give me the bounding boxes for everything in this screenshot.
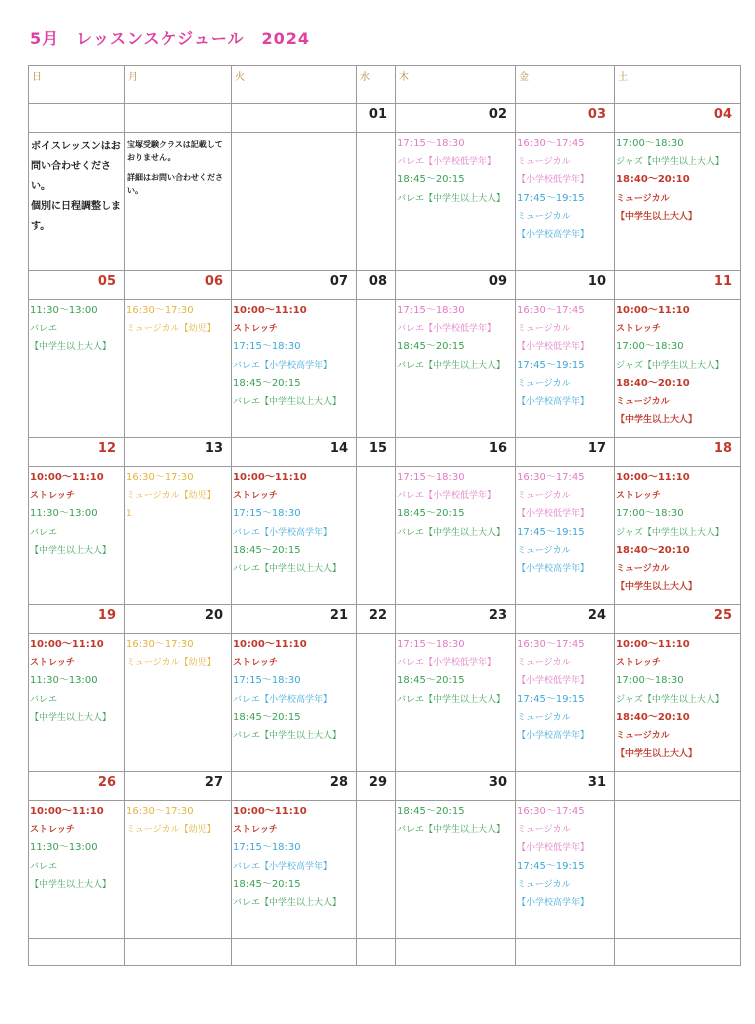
class-label: 【中学生以上大人】 [30, 342, 112, 353]
note-line: 詳細はお問い合わせください。 [127, 173, 223, 195]
class-label: ミュージカル【幼児】 [126, 324, 216, 335]
class-label: 【小学校高学年】 [517, 898, 590, 909]
schedule-cell-sun [29, 801, 125, 939]
class-time: 17:00〜18:30 [616, 138, 684, 149]
date-cell-mon [125, 271, 232, 300]
class-time: 17:15〜18:30 [233, 675, 301, 687]
class-label: 【中学生以上大人】 [616, 415, 698, 426]
date-cell-fri [516, 104, 615, 133]
class-label: 【小学校低学年】 [517, 175, 590, 186]
date-cell-sat [615, 772, 741, 801]
date-cell-wed [357, 605, 396, 634]
class-time: 16:30〜17:45 [517, 305, 585, 316]
schedule-cell-tue [232, 634, 357, 772]
class-time: 10:00〜11:10 [233, 806, 307, 817]
class-time: 18:45〜20:15 [233, 878, 301, 890]
date-cell-sat [615, 104, 741, 133]
schedule-cell-sun [29, 300, 125, 438]
date-cell-mon [125, 605, 232, 634]
schedule-cell-thu [396, 801, 516, 939]
class-label: 【中学生以上大人】 [616, 582, 698, 593]
weekday-mon: 月 [125, 66, 232, 104]
class-time: 10:00〜11:10 [233, 305, 307, 316]
class-label: 1 [126, 509, 132, 520]
date-number: 14 [329, 441, 348, 456]
class-time: 16:30〜17:30 [126, 806, 194, 817]
weekday-sat: 土 [615, 66, 741, 104]
week-5-date-row [29, 772, 741, 801]
date-cell-tue [232, 772, 357, 801]
weekday-thu: 木 [396, 66, 516, 104]
class-time: 18:45〜20:15 [233, 711, 301, 723]
class-time: 17:00〜18:30 [616, 508, 684, 520]
class-label: バレエ【小学校低学年】 [397, 491, 497, 502]
schedule-cell-mon [125, 133, 232, 271]
class-time: 17:45〜19:15 [517, 359, 585, 371]
date-number: 15 [368, 441, 387, 456]
date-cell-thu [396, 271, 516, 300]
class-time: 16:30〜17:30 [126, 305, 194, 316]
class-time: 18:45〜20:15 [233, 377, 301, 389]
calendar-table [28, 65, 741, 966]
class-time: 11:30〜13:00 [30, 675, 98, 687]
note-line: ボイスレッスンはお問い合わせください。 [31, 141, 121, 192]
date-number: 20 [204, 608, 223, 623]
class-label: バレエ【小学校高学年】 [233, 527, 333, 538]
class-time: 18:40〜20:10 [616, 544, 690, 556]
schedule-cell-fri [516, 634, 615, 772]
date-cell-sun [29, 772, 125, 801]
date-cell-fri [516, 772, 615, 801]
date-cell-mon [125, 772, 232, 801]
class-label: ジャズ【中学生以上大人】 [616, 157, 724, 168]
date-cell-fri [516, 271, 615, 300]
schedule-cell-tue [232, 801, 357, 939]
class-time: 11:30〜13:00 [30, 842, 98, 854]
class-time: 17:15〜18:30 [397, 305, 465, 316]
schedule-cell-sun [29, 467, 125, 605]
class-label: ミュージカル【幼児】 [126, 658, 216, 669]
class-time: 10:00〜11:10 [30, 472, 104, 483]
date-number: 12 [97, 441, 116, 456]
week-3-date-row [29, 438, 741, 467]
class-label: バレエ【中学生以上大人】 [397, 694, 506, 705]
class-time: 11:30〜13:00 [30, 305, 98, 316]
class-label: ジャズ【中学生以上大人】 [616, 360, 724, 371]
schedule-cell-wed [357, 300, 396, 438]
class-label: ミュージカル [517, 211, 571, 222]
class-label: ストレッチ [616, 324, 661, 335]
blank-cell [357, 939, 396, 966]
class-label: ミュージカル [517, 879, 571, 890]
class-label: ミュージカル [517, 658, 571, 669]
class-time: 17:45〜19:15 [517, 192, 585, 204]
schedule-cell-fri [516, 801, 615, 939]
class-label: 【小学校低学年】 [517, 342, 590, 353]
date-cell-thu [396, 438, 516, 467]
schedule-cell-wed [357, 467, 396, 605]
class-label: バレエ【小学校高学年】 [233, 360, 333, 371]
class-label: バレエ【中学生以上大人】 [233, 731, 342, 742]
class-time: 16:30〜17:45 [517, 472, 585, 483]
blank-cell [396, 939, 516, 966]
week-4-date-row [29, 605, 741, 634]
date-cell-mon [125, 104, 232, 133]
class-time: 17:00〜18:30 [616, 675, 684, 687]
schedule-cell-thu [396, 300, 516, 438]
schedule-cell-sat [615, 300, 741, 438]
class-time: 11:30〜13:00 [30, 508, 98, 520]
schedule-cell-mon [125, 467, 232, 605]
date-number: 21 [329, 608, 348, 623]
date-cell-sat [615, 438, 741, 467]
weekday-sun: 日 [29, 66, 125, 104]
date-number: 11 [713, 274, 732, 289]
class-label: バレエ【中学生以上大人】 [397, 527, 506, 538]
date-number: 31 [587, 775, 606, 790]
date-cell-tue [232, 104, 357, 133]
class-label: バレエ【中学生以上大人】 [233, 898, 342, 909]
class-time: 10:00〜11:10 [233, 472, 307, 483]
schedule-cell-mon [125, 801, 232, 939]
schedule-cell-mon [125, 634, 232, 772]
class-label: 【中学生以上大人】 [616, 749, 698, 760]
class-time: 17:15〜18:30 [233, 341, 301, 353]
class-time: 10:00〜11:10 [30, 806, 104, 817]
class-label: 【中学生以上大人】 [616, 211, 698, 222]
date-number: 06 [204, 274, 223, 289]
class-time: 17:00〜18:30 [616, 341, 684, 353]
class-time: 17:45〜19:15 [517, 526, 585, 538]
class-time: 18:45〜20:15 [397, 508, 465, 520]
date-number: 18 [713, 441, 732, 456]
date-cell-fri [516, 605, 615, 634]
date-cell-wed [357, 438, 396, 467]
class-label: バレエ【小学校高学年】 [233, 861, 333, 872]
weekday-tue: 火 [232, 66, 357, 104]
class-time: 18:40〜20:10 [616, 711, 690, 723]
class-time: 16:30〜17:45 [517, 806, 585, 817]
class-time: 17:15〜18:30 [397, 138, 465, 149]
date-number: 09 [488, 274, 507, 289]
date-cell-wed [357, 271, 396, 300]
blank-cell [29, 939, 125, 966]
class-label: ミュージカル [517, 157, 571, 168]
date-number: 08 [368, 274, 387, 289]
class-label: 【小学校高学年】 [517, 564, 590, 575]
class-time: 18:45〜20:15 [397, 174, 465, 186]
date-number: 19 [97, 608, 116, 623]
date-number: 29 [368, 775, 387, 790]
date-number: 28 [329, 775, 348, 790]
class-label: ストレッチ [233, 825, 278, 836]
week-1-schedule-row [29, 133, 741, 271]
date-number: 16 [488, 441, 507, 456]
class-label: ミュージカル [616, 731, 670, 742]
class-label: ミュージカル【幼児】 [126, 825, 216, 836]
schedule-cell-tue [232, 133, 357, 271]
schedule-cell-thu [396, 467, 516, 605]
date-number: 10 [587, 274, 606, 289]
week-2-schedule-row [29, 300, 741, 438]
class-time: 17:45〜19:15 [517, 693, 585, 705]
class-label: ミュージカル [517, 324, 571, 335]
note-line: 宝塚受験クラスは記載しておりません。 [127, 140, 223, 162]
class-label: ストレッチ [233, 491, 278, 502]
class-label: バレエ【小学校高学年】 [233, 694, 333, 705]
date-cell-sun [29, 271, 125, 300]
week-2-date-row [29, 271, 741, 300]
class-label: ミュージカル [517, 825, 571, 836]
date-number: 26 [97, 775, 116, 790]
page-title: 5月 レッスンスケジュール 2024 [30, 29, 311, 48]
schedule-cell-mon [125, 300, 232, 438]
schedule-cell-fri [516, 300, 615, 438]
class-label: 【中学生以上大人】 [30, 712, 112, 723]
class-label: ジャズ【中学生以上大人】 [616, 694, 724, 705]
schedule-cell-thu [396, 634, 516, 772]
date-cell-sun [29, 104, 125, 133]
date-number: 27 [204, 775, 223, 790]
class-label: バレエ【中学生以上大人】 [397, 825, 506, 836]
class-label: バレエ [30, 324, 58, 335]
class-label: バレエ【中学生以上大人】 [233, 397, 342, 408]
class-time: 16:30〜17:30 [126, 472, 194, 483]
class-time: 17:15〜18:30 [233, 842, 301, 854]
weekday-header-row [29, 66, 741, 104]
schedule-cell-tue [232, 300, 357, 438]
date-cell-tue [232, 438, 357, 467]
class-time: 18:45〜20:15 [397, 806, 465, 817]
schedule-cell-tue [232, 467, 357, 605]
date-number: 13 [204, 441, 223, 456]
date-cell-sun [29, 605, 125, 634]
class-time: 10:00〜11:10 [233, 639, 307, 650]
class-label: 【小学校低学年】 [517, 676, 590, 687]
class-time: 18:45〜20:15 [397, 341, 465, 353]
class-label: ジャズ【中学生以上大人】 [616, 527, 724, 538]
schedule-cell-sat [615, 801, 741, 939]
class-label: 【小学校低学年】 [517, 843, 590, 854]
date-number: 22 [368, 608, 387, 623]
date-number: 17 [587, 441, 606, 456]
class-label: バレエ【小学校低学年】 [397, 157, 497, 168]
weekday-wed: 水 [357, 66, 396, 104]
blank-cell [232, 939, 357, 966]
class-label: ミュージカル [616, 397, 670, 408]
date-cell-sun [29, 438, 125, 467]
class-time: 10:00〜11:10 [616, 305, 690, 316]
class-label: ミュージカル [517, 491, 571, 502]
class-label: 【中学生以上大人】 [30, 545, 112, 556]
date-number: 03 [587, 107, 606, 122]
class-time: 18:45〜20:15 [233, 544, 301, 556]
class-time: 18:45〜20:15 [397, 675, 465, 687]
class-label: ミュージカル【幼児】 [126, 491, 216, 502]
schedule-cell-sat [615, 133, 741, 271]
date-cell-thu [396, 605, 516, 634]
date-number: 24 [587, 608, 606, 623]
class-label: ミュージカル [517, 712, 571, 723]
class-label: バレエ【小学校低学年】 [397, 324, 497, 335]
class-label: ストレッチ [233, 658, 278, 669]
class-label: ミュージカル [616, 564, 670, 575]
class-label: バレエ【小学校低学年】 [397, 658, 497, 669]
class-time: 18:40〜20:10 [616, 174, 690, 186]
schedule-cell-sat [615, 467, 741, 605]
schedule-cell-wed [357, 133, 396, 271]
date-cell-sat [615, 605, 741, 634]
date-cell-fri [516, 438, 615, 467]
date-cell-thu [396, 772, 516, 801]
class-label: バレエ【中学生以上大人】 [233, 564, 342, 575]
class-label: ミュージカル [517, 378, 571, 389]
class-time: 18:40〜20:10 [616, 377, 690, 389]
date-number: 30 [488, 775, 507, 790]
date-number: 04 [713, 107, 732, 122]
voice-lesson-note [30, 135, 123, 239]
class-label: 【小学校低学年】 [517, 509, 590, 520]
class-time: 17:15〜18:30 [397, 639, 465, 650]
blank-cell [516, 939, 615, 966]
class-label: ストレッチ [30, 825, 75, 836]
week-3-schedule-row [29, 467, 741, 605]
trailing-blank-row [29, 939, 741, 966]
date-number: 07 [329, 274, 348, 289]
week-1-date-row [29, 104, 741, 133]
class-label: ストレッチ [616, 491, 661, 502]
schedule-cell-fri [516, 467, 615, 605]
class-label: バレエ [30, 861, 58, 872]
schedule-cell-sun [29, 634, 125, 772]
class-time: 17:45〜19:15 [517, 860, 585, 872]
class-time: 17:15〜18:30 [397, 472, 465, 483]
schedule-cell-wed [357, 634, 396, 772]
schedule-cell-fri [516, 133, 615, 271]
date-cell-tue [232, 605, 357, 634]
class-time: 16:30〜17:45 [517, 639, 585, 650]
class-label: 【小学校高学年】 [517, 731, 590, 742]
date-cell-mon [125, 438, 232, 467]
schedule-cell-sun [29, 133, 125, 271]
class-label: バレエ【中学生以上大人】 [397, 360, 506, 371]
blank-cell [615, 939, 741, 966]
class-time: 16:30〜17:30 [126, 639, 194, 650]
class-label: 【小学校高学年】 [517, 230, 590, 241]
class-label: 【中学生以上大人】 [30, 879, 112, 890]
week-5-schedule-row [29, 801, 741, 939]
class-label: ストレッチ [30, 658, 75, 669]
class-time: 10:00〜11:10 [30, 639, 104, 650]
date-number: 01 [368, 107, 387, 122]
class-label: ミュージカル [616, 193, 670, 204]
schedule-cell-sat [615, 634, 741, 772]
class-label: ストレッチ [616, 658, 661, 669]
date-cell-wed [357, 772, 396, 801]
weekday-fri: 金 [516, 66, 615, 104]
blank-cell [125, 939, 232, 966]
date-number: 05 [97, 274, 116, 289]
date-cell-wed [357, 104, 396, 133]
class-label: ミュージカル [517, 545, 571, 556]
class-label: ストレッチ [233, 324, 278, 335]
schedule-cell-thu [396, 133, 516, 271]
date-cell-tue [232, 271, 357, 300]
class-label: ストレッチ [30, 491, 75, 502]
date-number: 23 [488, 608, 507, 623]
week-4-schedule-row [29, 634, 741, 772]
class-label: バレエ [30, 527, 58, 538]
class-label: バレエ [30, 694, 58, 705]
date-number: 25 [713, 608, 732, 623]
class-time: 17:15〜18:30 [233, 508, 301, 520]
date-cell-thu [396, 104, 516, 133]
class-label: バレエ【中学生以上大人】 [397, 193, 506, 204]
date-cell-sat [615, 271, 741, 300]
note-line: 個別に日程調整します。 [31, 201, 121, 232]
class-time: 10:00〜11:10 [616, 639, 690, 650]
schedule-cell-wed [357, 801, 396, 939]
takarazuka-note [126, 135, 230, 200]
date-number: 02 [488, 107, 507, 122]
class-label: 【小学校高学年】 [517, 397, 590, 408]
class-time: 16:30〜17:45 [517, 138, 585, 149]
class-time: 10:00〜11:10 [616, 472, 690, 483]
